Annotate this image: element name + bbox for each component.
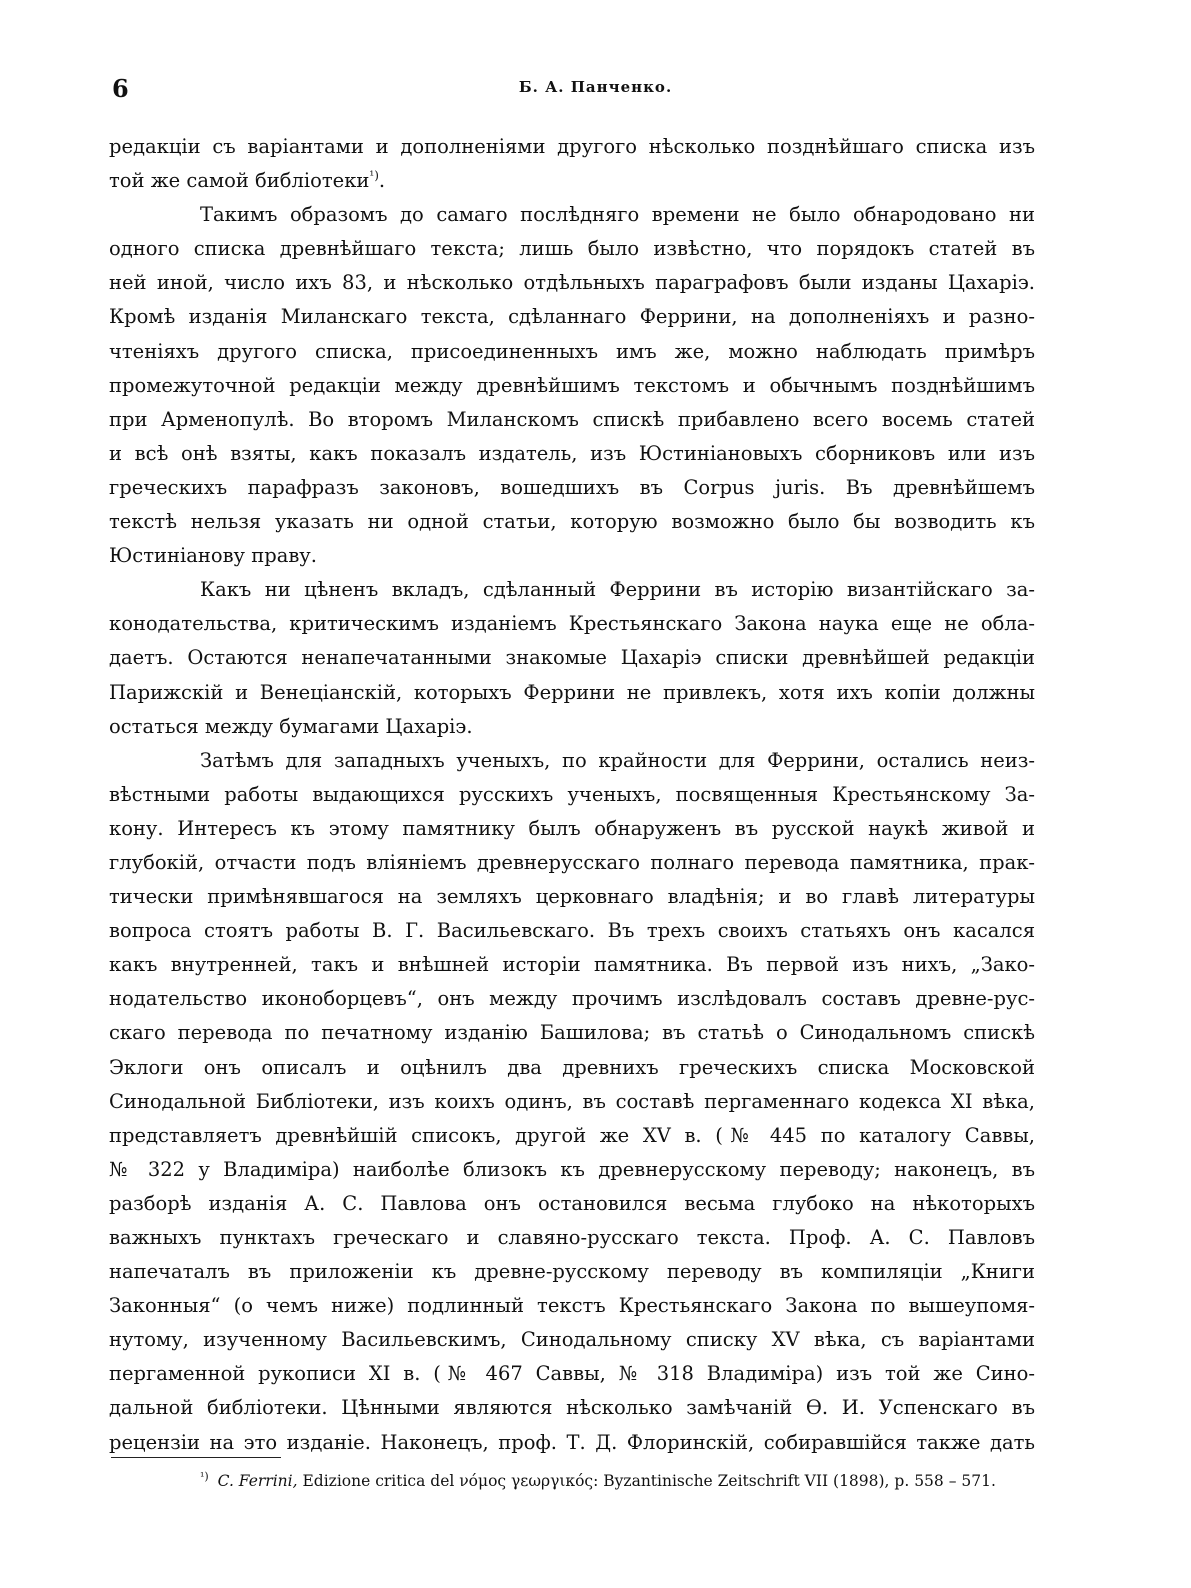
footnote-author: C. Ferrini, xyxy=(217,1472,298,1491)
text-line: Какъ ни цѣненъ вкладъ, сдѣланный Феррини въ исторію византійскаго за- xyxy=(200,578,1035,602)
text-line: конодательства, критическимъ изданіемъ Крестьянскаго Закона наука еще не обла- xyxy=(109,612,1035,636)
text-line: скаго перевода по печатному изданію Башилова; въ статьѣ о Синодальномъ спискѣ xyxy=(109,1021,1035,1045)
text-line: Кромѣ изданія Миланскаго текста, сдѣланнаго Феррини, на дополненіяхъ и разно- xyxy=(109,305,1035,329)
footnote xyxy=(200,1470,996,1490)
text-line: тически примѣнявшагося на земляхъ церковнаго владѣнія; и во главѣ литературы xyxy=(109,885,1035,909)
text-line: глубокій, отчасти подъ вліяніемъ древнерусскаго полнаго перевода памятника, прак- xyxy=(109,850,1035,874)
text-line: нодательство иконоборцевъ“, онъ между прочимъ изслѣдовалъ составъ древне-рус- xyxy=(109,987,1035,1011)
footnote-divider xyxy=(111,1457,281,1458)
text-line: нутому, изученному Васильевскимъ, Синодальному списку XV вѣка, съ варіантами xyxy=(109,1328,1035,1352)
text-line: промежуточной редакціи между древнѣйшимъ текстомъ и обычнымъ позднѣйшимъ xyxy=(109,373,1035,397)
text-line: остаться между бумагами Цахаріэ. xyxy=(109,714,473,738)
text-line: ней иной, число ихъ 83, и нѣсколько отдѣльныхъ параграфовъ были изданы Цахаріэ. xyxy=(109,271,1035,295)
text-line: чтеніяхъ другого списка, присоединенныхъ имъ же, можно наблюдать примѣръ xyxy=(109,339,1035,363)
text-line: Эклоги онъ описалъ и оцѣнилъ два древнихъ греческихъ списка Московской xyxy=(109,1055,1035,1079)
text-line: той же самой библіотеки xyxy=(109,169,370,193)
text-line: № 322 у Владиміра) наиболѣе близокъ къ древнерусскому переводу; наконецъ, въ xyxy=(109,1157,1035,1181)
text-line: и всѣ онѣ взяты, какъ показалъ издатель, изъ Юстиніановыхъ сборниковъ или изъ xyxy=(109,441,1035,465)
text-line: Затѣмъ для западныхъ ученыхъ, по крайности для Феррини, остались неиз- xyxy=(200,748,1035,772)
text-line: рецензіи на это изданіе. Наконецъ, проф. Т. Д. Флоринскій, собиравшійся также дать xyxy=(109,1430,1035,1454)
footnote-text: Edizione critica del νόμος γεωργικός: Byzantinische Zeitschrift VII (1898), p. 558 – 571. xyxy=(302,1472,996,1491)
text-line: Юстиніанову праву. xyxy=(109,544,317,568)
text-line: греческихъ парафразъ законовъ, вошедшихъ въ Corpus juris. Въ древнѣйшемъ xyxy=(109,475,1035,499)
text-line: одного списка древнѣйшаго текста; лишь было извѣстно, что порядокъ статей въ xyxy=(109,237,1035,261)
text-line: даетъ. Остаются ненапечатанными знакомые Цахаріэ списки древнѣйшей редакціи xyxy=(109,646,1035,670)
text-line: вѣстными работы выдающихся русскихъ ученыхъ, посвященныя Крестьянскому За- xyxy=(109,782,1035,806)
text-line: вопроса стоятъ работы В. Г. Васильевскаго. Въ трехъ своихъ статьяхъ онъ касался xyxy=(109,919,1035,943)
text-line: редакціи съ варіантами и дополненіями другого нѣсколько позднѣйшаго списка изъ xyxy=(109,135,1035,158)
text-line: какъ внутренней, такъ и внѣшней исторіи памятника. Въ первой изъ нихъ, „Зако- xyxy=(109,953,1035,977)
footnote-reference: ¹) xyxy=(369,168,379,183)
page-number: 6 xyxy=(112,74,129,103)
text-line: Такимъ образомъ до самаго послѣдняго времени не было обнародовано ни xyxy=(200,203,1035,227)
text-line: при Арменопулѣ. Во второмъ Миланскомъ спискѣ прибавлено всего восемь статей xyxy=(109,407,1035,431)
text-line: кону. Интересъ къ этому памятнику былъ обнаруженъ въ русской наукѣ живой и xyxy=(109,816,1035,840)
text-line: Парижскій и Венеціанскій, которыхъ Феррини не привлекъ, хотя ихъ копіи должны xyxy=(109,680,1035,704)
text-line: Законныя“ (о чемъ ниже) подлинный текстъ Крестьянскаго Закона по вышеупомя- xyxy=(109,1294,1035,1318)
text-line: представляетъ древнѣйшій списокъ, другой же XV в. (№ 445 по каталогу Саввы, xyxy=(109,1123,1035,1147)
text-line: пергаменной рукописи XI в. (№ 467 Саввы, № 318 Владиміра) изъ той же Сино- xyxy=(109,1362,1035,1386)
body-text xyxy=(109,130,1035,1460)
running-head: Б. А. Панченко. xyxy=(518,78,673,96)
text-line: текстѣ нельзя указать ни одной статьи, которую возможно было бы возводить къ xyxy=(109,510,1035,534)
footnote-mark: ¹) xyxy=(200,1470,209,1483)
text-line: разборѣ изданія А. С. Павлова онъ остановился весьма глубоко на нѣкоторыхъ xyxy=(109,1191,1035,1215)
text-line: важныхъ пунктахъ греческаго и славяно-русскаго текста. Проф. А. С. Павловъ xyxy=(109,1226,1035,1249)
text-line-with-footnote-ref: той же самой библіотеки$^{^1)}$. xyxy=(109,168,386,193)
text-line: дальной библіотеки. Цѣнными являются нѣсколько замѣчаній Ѳ. И. Успенскаго въ xyxy=(109,1396,1035,1420)
text-line: напечаталъ въ приложеніи къ древне-русскому переводу въ компиляціи „Книги xyxy=(109,1260,1035,1284)
text-line: Синодальной Библіотеки, изъ коихъ одинъ, въ составѣ пергаменнаго кодекса XI вѣка, xyxy=(109,1089,1035,1113)
